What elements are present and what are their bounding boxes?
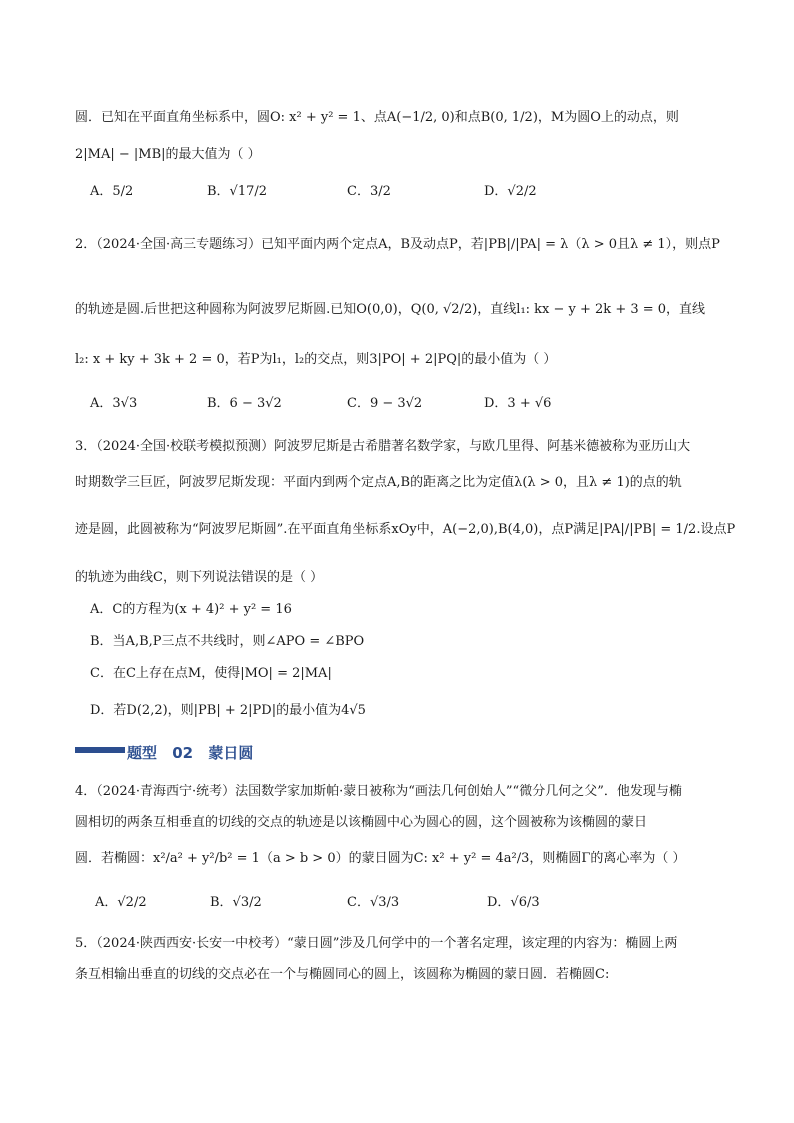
q3-option-b: B．当A,B,P三点不共线时，则∠APO = ∠BPO [90,634,365,649]
q1-line-1: 圆．已知在平面直角坐标系中，圆O: x² + y² = 1、点A(−1/2, 0)和点B(0, 1/2)，M为圆O上的动点，则 [75,110,679,125]
q4-option-a: A．√2/2 [95,895,147,910]
q3-line-2: 时期数学三巨匠，阿波罗尼斯发现：平面内到两个定点A,B的距离之比为定值λ(λ > 0，且λ ≠ 1)的点的轨 [75,475,682,490]
q5-line-1: 5．（2024·陕西西安·长安一中校考）“蒙日圆”涉及几何学中的一个著名定理，该定理的内容为：椭圆上两 [75,936,678,951]
q3-option-c: C．在C上存在点M，使得|MO| = 2|MA| [90,666,332,681]
q5-line-2: 条互相输出垂直的切线的交点必在一个与椭圆同心的圆上，该圆称为椭圆的蒙日圆．若椭圆C: [75,967,610,982]
section-number: 02 [172,744,194,762]
q4-option-b: B．√3/2 [210,895,262,910]
q3-line-1: 3．（2024·全国·校联考模拟预测）阿波罗尼斯是古希腊著名数学家，与欧几里得、阿基米德被称为亚历山大 [75,439,691,454]
q3-line-4: 的轨迹为曲线C，则下列说法错误的是（ ） [75,570,324,585]
section-tag: 题型 [127,744,158,762]
q1-line-2: 2|MA| − |MB|的最大值为（ ） [75,147,261,162]
q4-line-3: 圆．若椭圆：x²/a² + y²/b² = 1（a > b > 0）的蒙日圆为C: x² + y² = 4a²/3，则椭圆Γ的离心率为（ ） [75,851,686,866]
q1-option-a: A．5/2 [90,184,134,199]
q4-option-d: D．√6/3 [487,895,540,910]
q1-option-b: B．√17/2 [207,184,268,199]
q1-option-c: C．3/2 [347,184,391,199]
q3-option-d: D．若D(2,2)，则|PB| + 2|PD|的最小值为4√5 [90,703,366,718]
q2-option-a: A．3√3 [90,396,138,411]
q3-line-3: 迹是圆，此圆被称为“阿波罗尼斯圆”.在平面直角坐标系xOy中，A(−2,0),B(4,0)，点P满足|PA|/|PB| = 1/2.设点P [75,522,736,537]
q2-option-b: B．6 − 3√2 [207,396,282,411]
q2-line-2: 的轨迹是圆.后世把这种圆称为阿波罗尼斯圆.已知O(0,0)，Q(0, √2/2)，直线l₁: kx − y + 2k + 3 = 0，直线 [75,302,706,317]
q3-option-a: A．C的方程为(x + 4)² + y² = 16 [90,602,292,617]
section-title: 蒙日圆 [208,744,254,762]
q1-option-d: D．√2/2 [484,184,537,199]
q4-option-c: C．√3/3 [347,895,400,910]
q2-line-1: 2．（2024·全国·高三专题练习）已知平面内两个定点A，B及动点P，若|PB|/|PA| = λ（λ > 0且λ ≠ 1），则点P [75,237,720,252]
q4-line-2: 圆相切的两条互相垂直的切线的交点的轨迹是以该椭圆中心为圆心的圆，这个圆被称为该椭圆的蒙日 [75,815,648,830]
q2-option-c: C．9 − 3√2 [347,396,423,411]
section-bar [75,747,125,753]
section-heading [127,742,263,763]
q2-line-3: l₂: x + ky + 3k + 2 = 0，若P为l₁，l₂的交点，则3|PO| + 2|PQ|的最小值为（ ） [75,352,557,367]
q2-option-d: D．3 + √6 [484,396,552,411]
q4-line-1: 4．（2024·青海西宁·统考）法国数学家加斯帕·蒙日被称为“画法几何创始人”“微分几何之父”．他发现与椭 [75,784,682,799]
